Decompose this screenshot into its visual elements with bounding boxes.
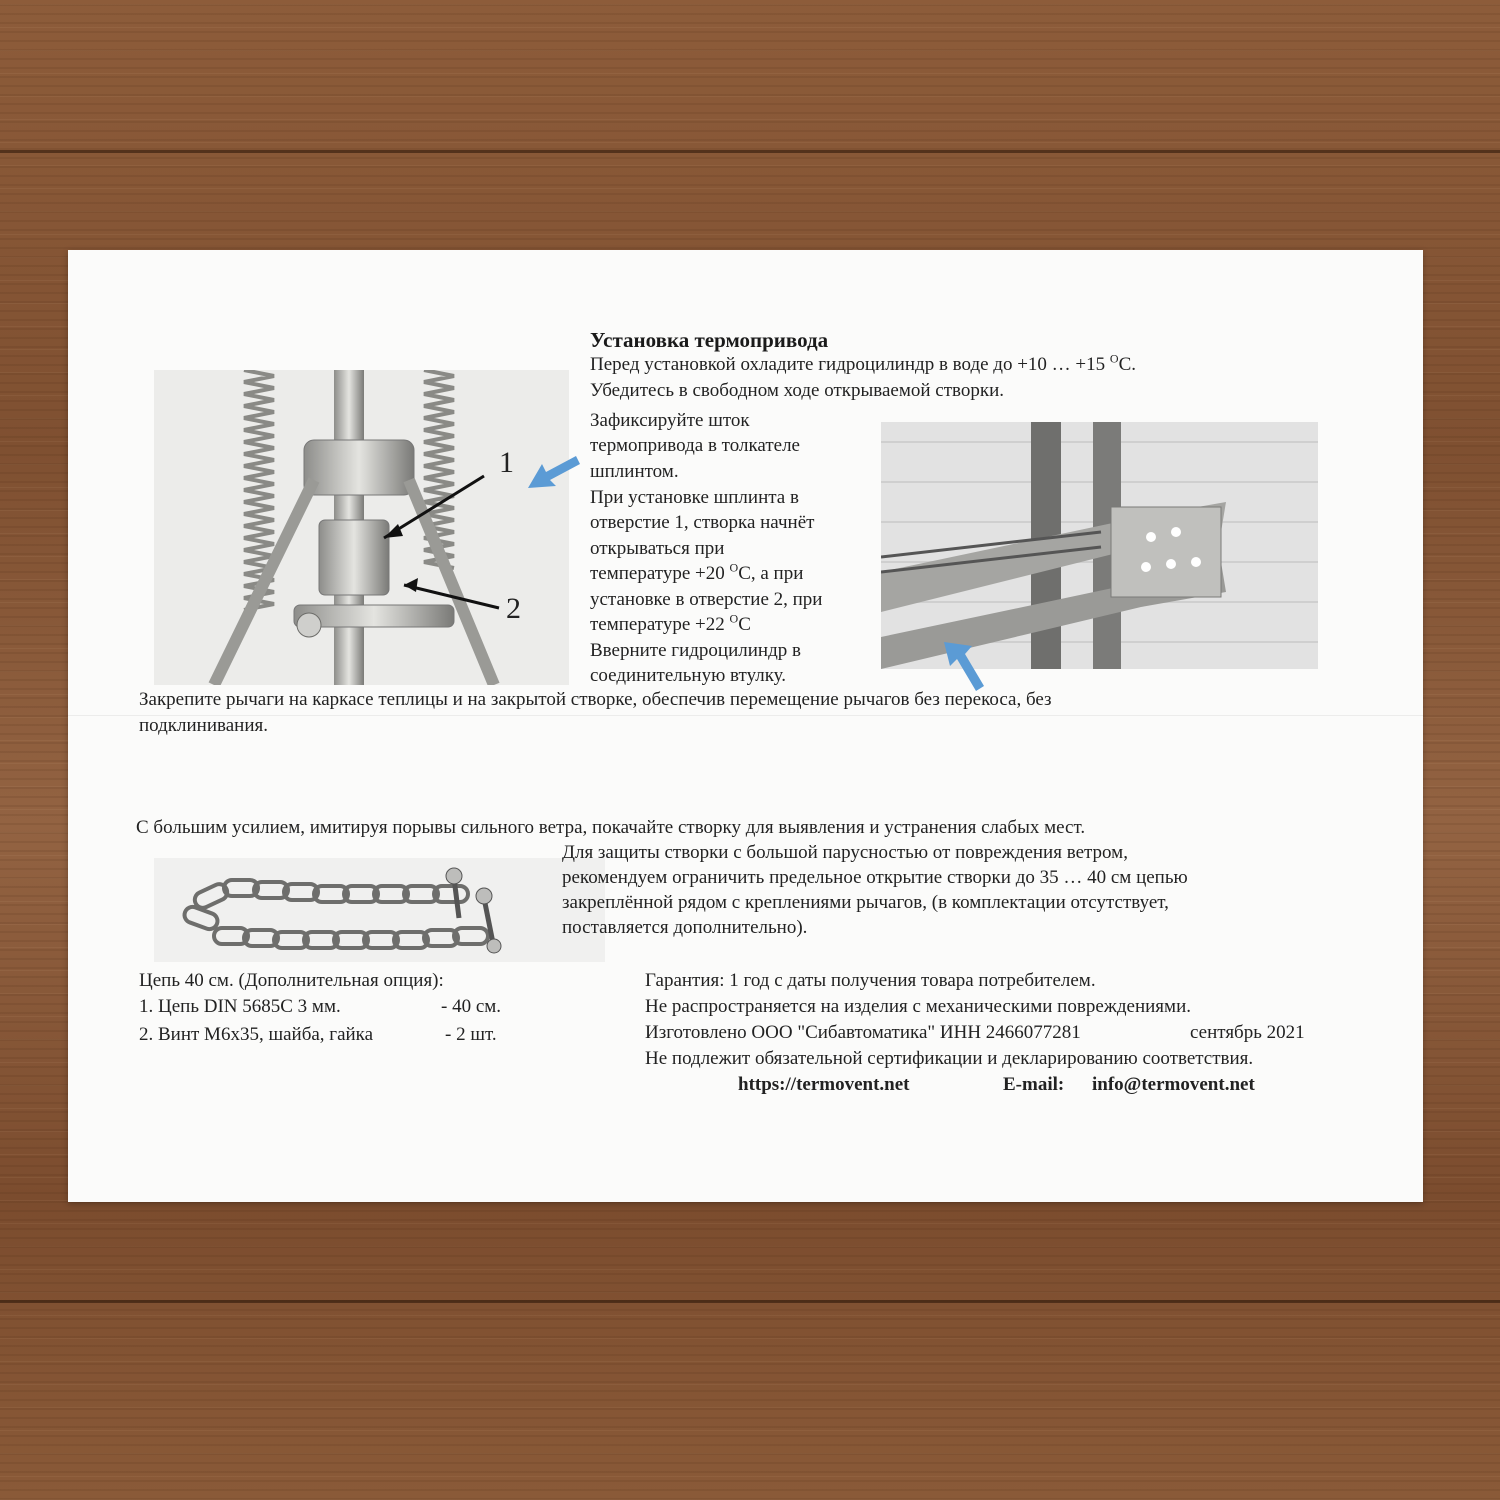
instruction-sheet xyxy=(68,250,1423,1202)
levers-instruction-cont: подклинивания. xyxy=(139,715,268,736)
install-line: соединительную втулку. xyxy=(590,665,787,686)
install-line: установке в отверстие 2, при xyxy=(590,589,823,610)
paper-fold xyxy=(68,715,1423,716)
temp1-text: температуре +20 xyxy=(590,563,730,584)
arrow-pointer-icon xyxy=(938,638,988,694)
actuator-photo xyxy=(154,370,569,685)
chain-item-2-name: 2. Винт М6х35, шайба, гайка xyxy=(139,1024,374,1045)
chain-item-2-qty: - 2 шт. xyxy=(445,1024,497,1045)
install-line: открываться при xyxy=(590,538,725,559)
email-link[interactable]: info@termovent.net xyxy=(1092,1074,1255,1095)
bracket-photo xyxy=(881,422,1318,669)
install-line: термопривода в толкателе xyxy=(590,435,800,456)
degree-mark: O xyxy=(1109,351,1119,366)
wind-protection-line: поставляется дополнительно). xyxy=(562,917,808,938)
install-line: Вверните гидроцилиндр в xyxy=(590,640,801,661)
wind-protection-line: закреплённой рядом с креплениями рычагов, (в комплектации отсутствует, xyxy=(562,892,1169,913)
chain-photo xyxy=(154,858,605,962)
date-text: сентябрь 2021 xyxy=(1190,1022,1305,1043)
cooling-instruction xyxy=(590,352,1136,378)
free-travel-instruction: Убедитесь в свободном ходе открываемой створки. xyxy=(590,380,1004,401)
photo-label-2: 2 xyxy=(506,592,521,625)
damage-text: Не распространяется на изделия с механическими повреждениями. xyxy=(645,996,1191,1017)
temp2-text: температуре +22 xyxy=(590,614,730,635)
cooling-text: Перед установкой охладите гидроцилиндр в воде до +10 … +15 xyxy=(590,354,1110,375)
warranty-text: Гарантия: 1 год с даты получения товара потребителем. xyxy=(645,970,1096,991)
degree-mark: O xyxy=(729,560,739,575)
photo-label-1: 1 xyxy=(499,446,514,479)
section-title: Установка термопривода xyxy=(590,328,829,352)
wind-protection-line: Для защиты створки с большой парусностью от повреждения ветром, xyxy=(562,842,1128,863)
install-line: отверстие 1, створка начнёт xyxy=(590,512,815,533)
temp1-unit: C, а при xyxy=(738,563,804,584)
chain-heading: Цепь 40 см. (Дополнительная опция): xyxy=(139,970,444,991)
email-label: E-mail: xyxy=(1003,1074,1065,1095)
manufacturer-text: Изготовлено ООО "Сибавтоматика" ИНН 2466077281 xyxy=(645,1022,1081,1043)
arrow-pointer-icon xyxy=(526,452,582,494)
temp2-unit: C xyxy=(738,614,751,635)
wind-protection-line: рекомендуем ограничить предельное открытие створки до 35 … 40 см цепью xyxy=(562,867,1188,888)
install-line: При установке шплинта в xyxy=(590,487,799,508)
chain-item-1-qty: - 40 см. xyxy=(441,996,502,1017)
install-line: шплинтом. xyxy=(590,461,679,482)
levers-instruction: Закрепите рычаги на каркасе теплицы и на закрытой створке, обеспечив перемещение рычагов без перекоса, без xyxy=(139,689,1052,710)
cooling-unit: C. xyxy=(1118,354,1137,375)
certification-text: Не подлежит обязательной сертификации и декларированию соответствия. xyxy=(645,1048,1254,1069)
website-link[interactable]: https://termovent.net xyxy=(738,1074,910,1095)
chain-item-1-name: 1. Цепь DIN 5685С 3 мм. xyxy=(139,996,341,1017)
wood-board-seam xyxy=(0,1300,1500,1303)
wind-test-instruction: С большим усилием, имитируя порывы сильного ветра, покачайте створку для выявления и устранения слабых мест. xyxy=(136,817,1086,838)
wood-board-seam xyxy=(0,150,1500,153)
degree-mark: O xyxy=(729,611,739,626)
temperature-line-2 xyxy=(590,612,751,638)
install-line: Зафиксируйте шток xyxy=(590,410,750,431)
temperature-line-1 xyxy=(590,561,803,587)
